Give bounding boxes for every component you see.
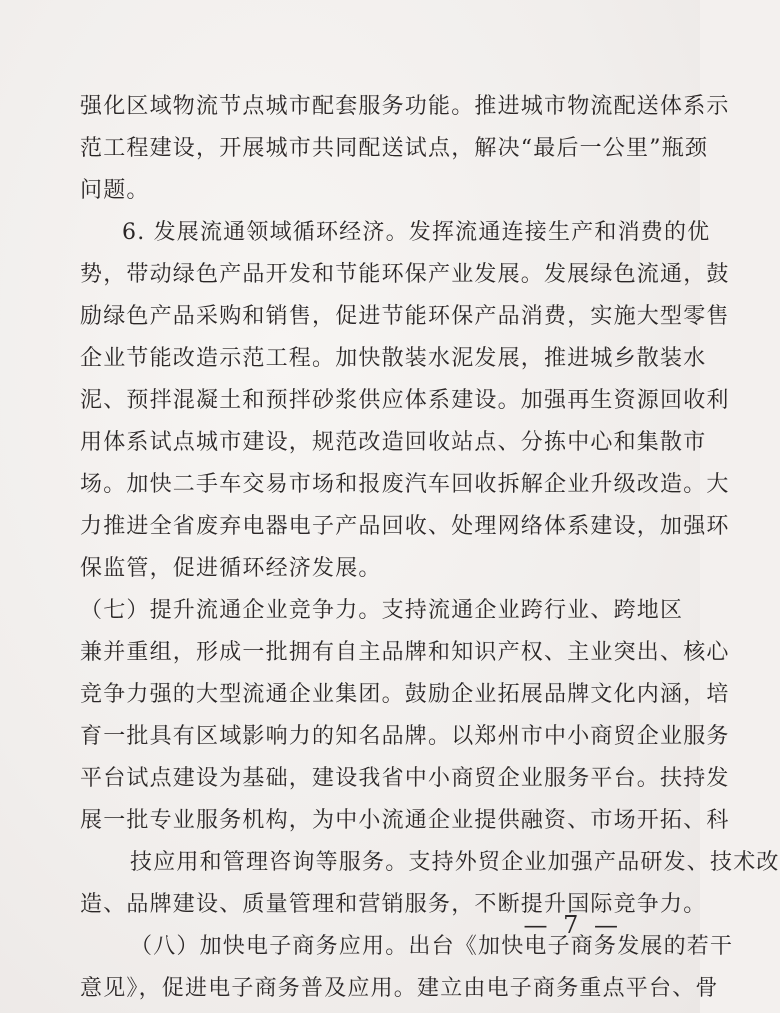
paragraph-line: 平台试点建设为基础，建设我省中小商贸企业服务平台。扶持发 [80,766,730,791]
paragraph-line: 保监管，促进循环经济发展。 [80,556,382,581]
paragraph-line: 问题。 [80,178,150,203]
paragraph-line: 展一批专业服务机构，为中小流通企业提供融资、市场开拓、科 [80,808,730,833]
paragraph-line: 兼并重组，形成一批拥有自主品牌和知识产权、主业突出、核心 [80,640,730,665]
paragraph-line: 势，带动绿色产品开发和节能环保产业发展。发展绿色流通，鼓 [80,262,730,287]
paragraph-line: 竞争力强的大型流通企业集团。鼓励企业拓展品牌文化内涵，培 [80,682,730,707]
paragraph-line: 育一批具有区域影响力的知名品牌。以郑州市中小商贸企业服务 [80,724,730,749]
paragraph-line: （七）提升流通企业竞争力。支持流通企业跨行业、跨地区 [80,598,684,623]
paragraph-line: 泥、预拌混凝土和预拌砂浆供应体系建设。加强再生资源回收利 [80,388,730,413]
paragraph-line: 范工程建设，开展城市共同配送试点，解决“最后一公里”瓶颈 [80,136,709,161]
page-number: — 7 — [523,911,622,939]
paragraph-line: 技应用和管理咨询等服务。支持外贸企业加强产品研发、技术改 [130,850,780,875]
paragraph-line: 企业节能改造示范工程。加快散装水泥发展，推进城乡散装水 [80,346,707,371]
paragraph-line: 强化区域物流节点城市配套服务功能。推进城市物流配送体系示 [80,94,730,119]
paragraph-line: 造、品牌建设、质量管理和营销服务，不断提升国际竞争力。 [80,892,707,917]
paragraph-line: 6. 发展流通领域循环经济。发挥流通连接生产和消费的优 [122,220,711,245]
paragraph-line: 力推进全省废弃电器电子产品回收、处理网络体系建设，加强环 [80,514,730,539]
paragraph-line: 用体系试点城市建设，规范改造回收站点、分拣中心和集散市 [80,430,707,455]
paragraph-line: 意见》，促进电子商务普及应用。建立由电子商务重点平台、骨 [80,976,719,1001]
paragraph-line: （八）加快电子商务应用。出台《加快电子商务发展的若干 [130,934,734,959]
paragraph-line: 励绿色产品采购和销售，促进节能环保产品消费，实施大型零售 [80,304,730,329]
paragraph-line: 场。加快二手车交易市场和报废汽车回收拆解企业升级改造。大 [80,472,730,497]
